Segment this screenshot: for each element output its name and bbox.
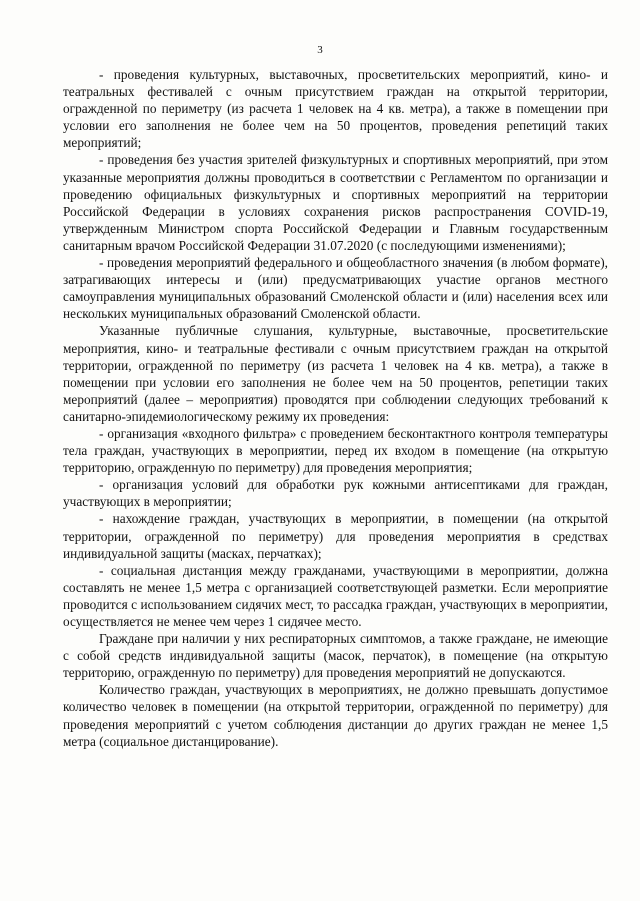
paragraph-protective-equipment: - нахождение граждан, участвующих в мероприятии, в помещении (на открытой территории, огражденной по периметру) для проведения мероприятия в средствах индивидуальной защиты (масках, перчатках); (63, 511, 608, 561)
page-number: 3 (317, 44, 323, 56)
paragraph-requirements-intro: Указанные публичные слушания, культурные, выставочные, просветительские мероприятия, кино- и театральные фестивали с очным присутствием граждан на открытой территории, огражденной по периметру (из расчета 1 человек на 4 кв. метра), а также в помещении при условии его заполнения не более чем на 50 процентов, репетиции таких мероприятий (далее – мероприятия) проводятся при соблюдении следующих требований к санитарно-эпидемиологическому режиму их проведения: (63, 323, 608, 424)
paragraph-social-distance: - социальная дистанция между гражданами, участвующими в мероприятии, должна составлять не менее 1,5 метра с организацией соответствующей разметки. Если мероприятие проводится с использованием сидячих мест, то рассадка граждан, участвующих в мероприятии, осуществляется не менее чем через 1 сидячее место. (63, 562, 608, 629)
paragraph-regional-events: - проведения мероприятий федерального и общеобластного значения (в любом формате), затрагивающих интересы и (или) предусматривающих участие органов местного самоуправления муниципальных образований Смоленской области и (или) населения всех или нескольких муниципальных образований Смоленской области. (63, 255, 608, 322)
document-body (63, 66, 608, 750)
paragraph-attendance-limit: Количество граждан, участвующих в мероприятиях, не должно превышать допустимое количество человек в помещении (на открытой территории, огражденной по периметру) для проведения мероприятий с учетом соблюдения дистанции до других граждан не менее 1,5 метра (социальное дистанцирование). (63, 682, 608, 749)
paragraph-cultural-events: - проведения культурных, выставочных, просветительских мероприятий, кино- и театральных фестивалей с очным присутствием граждан на открытой территории, огражденной по периметру (из расчета 1 человек на 4 кв. метра), а также в помещении при условии его заполнения не более чем на 50 процентов, проведения репетиций таких мероприятий; (63, 67, 608, 151)
paragraph-sports-events: - проведения без участия зрителей физкультурных и спортивных мероприятий, при этом указанные мероприятия должны проводиться в соответствии с Регламентом по организации и проведению официальных физкультурных и спортивных мероприятий на территории Российской Федерации в условиях сохранения рисков распространения COVID-19, утвержденным Министром спорта Российской Федерации и Главным государственным санитарным врачом Российской Федерации 31.07.2020 (с последующими изменениями); (63, 152, 608, 253)
paragraph-hand-sanitizing: - организация условий для обработки рук кожными антисептиками для граждан, участвующих в мероприятии; (63, 477, 608, 510)
paragraph-admission-restrictions: Граждане при наличии у них респираторных симптомов, а также граждане, не имеющие с собой средств индивидуальной защиты (масок, перчаток), в помещение (на открытую территорию, огражденную по периметру) для проведения мероприятий не допускаются. (63, 631, 608, 681)
paragraph-entry-filter: - организация «входного фильтра» с проведением бесконтактного контроля температуры тела граждан, участвующих в мероприятии, перед их входом в помещение (на открытую территорию, огражденную по периметру) для проведения мероприятия; (63, 425, 608, 476)
